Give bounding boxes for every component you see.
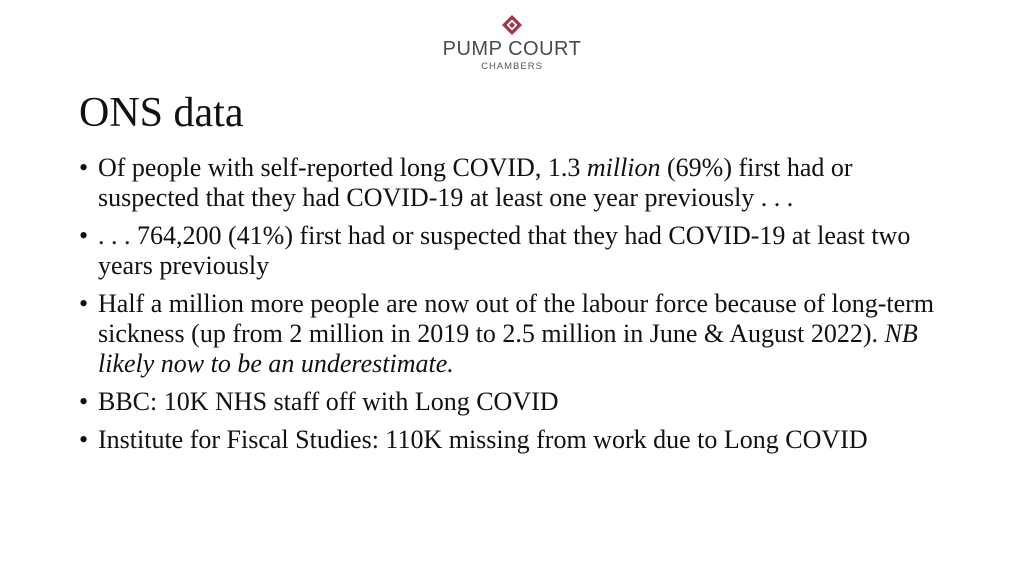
bullet-dot: • [79, 289, 89, 318]
bullet-item [79, 425, 959, 455]
bullet-list [79, 153, 959, 463]
bullet-emphasis: NB likely now to be an underestimate. [98, 319, 918, 378]
bullet-text: Of people with self-reported long COVID, 1.3 [98, 153, 587, 182]
bullet-text: Institute for Fiscal Studies: 110K missing from work due to Long COVID [98, 425, 868, 454]
bullet-text: . . . 764,200 (41%) first had or suspected that they had COVID-19 at least two years previously [98, 221, 911, 280]
bullet-emphasis: million [586, 153, 661, 182]
bullet-item [79, 289, 959, 379]
bullet-text-continued: (69%) first had or suspected that they had COVID-19 at least one year previously . . . [98, 153, 853, 212]
logo-sub-text: CHAMBERS [481, 61, 543, 72]
bullet-item [79, 221, 959, 281]
bullet-text: Half a million more people are now out of the labour force because of long-term sickness (up from 2 million in 2019 to 2.5 million in June & August 2022). [98, 289, 935, 348]
logo-main-text: PUMP COURT [442, 38, 582, 60]
bullet-dot: • [79, 425, 89, 454]
bullet-item [79, 387, 959, 417]
bullet-text: BBC: 10K NHS staff off with Long COVID [98, 387, 559, 416]
diamond-logo-icon [501, 14, 523, 36]
bullet-item [79, 153, 959, 213]
pump-court-logo [0, 14, 1024, 73]
bullet-dot: • [79, 221, 89, 250]
bullet-dot: • [79, 153, 89, 182]
slide-title: ONS data [79, 90, 244, 136]
bullet-dot: • [79, 387, 89, 416]
